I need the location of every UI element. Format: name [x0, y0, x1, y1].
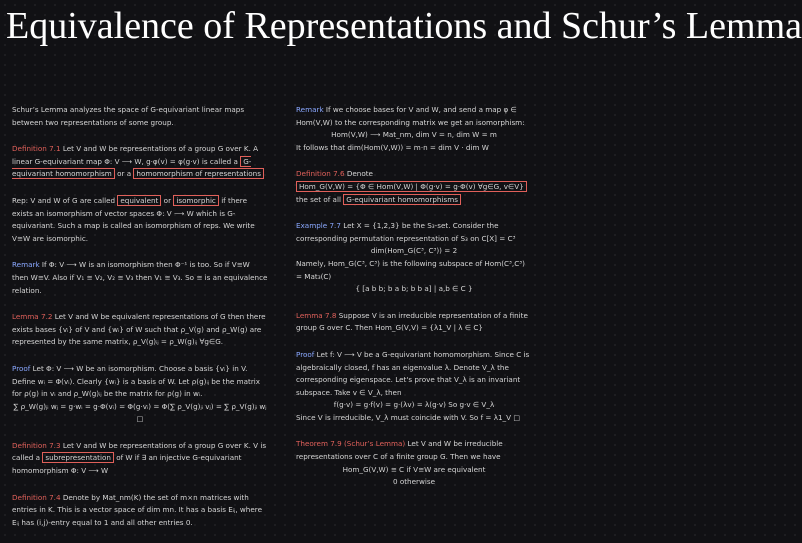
- example-equation: dim(Hom_G(C³, C³)) = 2: [370, 246, 458, 256]
- example-matrix: { [a b b; b a b; b b a] | a,b ∈ C }: [355, 284, 473, 294]
- remark-label: Remark: [12, 260, 40, 270]
- proof-label: Proof: [12, 363, 31, 373]
- theorem-label: Theorem 7.9: [296, 439, 342, 449]
- proof-equation: ∑ ρ_W(g)ⱼᵢ wⱼ = g·wᵢ = g·Φ(vᵢ) = Φ(g·vᵢ) = Φ(∑ ρ_V(g)ⱼᵢ vⱼ) = ∑ ρ_V(g)ⱼᵢ wⱼ □: [13, 401, 267, 424]
- proposition-text: if there exists an isomorphism of vector spaces Φ: V ⟶ W which is G-equivariant. Such a map is called an isomorphism of reps. We write V≅W are isomorphic.: [12, 195, 255, 243]
- intro-paragraph: Schur’s Lemma analyzes the space of G-equivariant linear maps between two representations of some group.: [12, 105, 245, 127]
- definition-text: Let V and W be representations of a group G over K. V is called a: [12, 440, 267, 463]
- right-column: [296, 104, 532, 503]
- connector-text: or: [163, 195, 172, 205]
- definition-label: Definition 7.6: [296, 169, 345, 179]
- example-7-7: [296, 220, 532, 296]
- theorem-text: Let V and W be irreducible representations over C of a finite group G. Then we have: [296, 439, 503, 462]
- example-label: Example 7.7: [296, 221, 341, 231]
- theorem-case-1: Hom_G(V,W) ≅ C if V≅W are equivalent: [342, 464, 486, 474]
- proof-text: Let f: V ⟶ V be a G-equivariant homomorphism. Since C is algebraically closed, f has an eigenvalue λ. Denote V_λ the corresponding eigenspace. Let's prove that V_λ is an invariant subspace. Take v ∈ V_λ, then: [296, 349, 530, 397]
- lemma-7-2: [12, 311, 268, 349]
- boxed-term: G-equivariant homomorphisms: [343, 194, 461, 205]
- definition-7-3: [12, 440, 268, 478]
- proof: [296, 349, 532, 425]
- remark-label: Remark: [296, 105, 324, 114]
- lemma-text: Suppose V is an irreducible representation of a finite group G over C. Then Hom_G(V,V) = {λ1_V | λ ∈ C}: [296, 310, 528, 333]
- lemma-label: Lemma 7.8: [296, 310, 337, 320]
- lemma-7-8: [296, 310, 532, 335]
- boxed-term: equivalent: [117, 195, 161, 206]
- boxed-term: subrepresentation: [42, 452, 114, 463]
- definition-label: Definition 7.3: [12, 440, 61, 450]
- remark-text: If Φ: V ⟶ W is an isomorphism then Φ⁻¹ is too. So if V≅W then W≅V. Also if V₁ ≅ V₂, V₂ ≅ V₃ then V₁ ≅ V₃. So ≅ is an equivalence relation.: [12, 260, 268, 295]
- connector-text: or a: [117, 169, 132, 179]
- equivalence-proposition: [12, 195, 268, 245]
- remark-followup: It follows that dim(Hom(V,W)) = m·n = dim V · dim W: [296, 142, 489, 152]
- lemma-text: Let V and W be equivalent representations of G then there exists bases {vᵢ} of V and {wᵢ} of W such that ρ_V(g) and ρ_W(g) are represented by the same matrix, ρ_V(g)ᵢⱼ = ρ_W(g)ᵢⱼ ∀g∈G.: [12, 312, 266, 347]
- remark: [296, 104, 532, 154]
- lemma-label: Lemma 7.2: [12, 312, 53, 322]
- definition-7-6: [296, 168, 532, 206]
- page-title: Equivalence of Representations and Schur’s Lemma: [6, 5, 802, 47]
- definition-text: Denote by Mat_nm(K) the set of m×n matrices with entries in K. This is a vector space of dim mn. It has a basis Eᵢⱼ, where Eᵢⱼ has (i,j)-entry equal to 1 and all other entries 0.: [12, 492, 263, 527]
- definition-text: of W if ∃ an injective G-equivariant homomorphism Φ: V ⟶ W: [12, 453, 242, 476]
- boxed-term: isomorphic: [173, 195, 219, 206]
- example-text: Let X = {1,2,3} be the S₃-set. Consider the corresponding permutation representation of S₃ on C[X] = C³: [296, 221, 516, 243]
- theorem-name: (Schur’s Lemma): [344, 439, 406, 449]
- proposition-text: Rep: V and W of G are called: [12, 195, 116, 205]
- definition-text: Let V and W be representations of a group G over K. A linear G-equivariant map Φ: V ⟶ W, g·φ(v) = φ(g·v) is called a: [12, 144, 259, 166]
- remark-equation: Hom(V,W) ⟶ Mat_nm, dim V = n, dim W = m: [331, 130, 497, 140]
- boxed-term: G-equivariant homomorphism: [12, 156, 252, 179]
- definition-text: Denote: [346, 169, 373, 179]
- proof-equation: f(g·v) = g·f(v) = g·(λv) = λ(g·v) So g·v ∈ V_λ: [333, 400, 495, 410]
- proof-label: Proof: [296, 349, 315, 359]
- example-text-2: Namely, Hom_G(C³, C³) is the following subspace of Hom(C³,C³) = Mat₃(C): [296, 258, 525, 281]
- theorem-7-9: [296, 438, 532, 488]
- proof-text: Let Φ: V ⟶ W be an isomorphism. Choose a basis {vᵢ} in V. Define wᵢ = Φ(vᵢ). Clearly {wᵢ} is a basis of W. Let ρ(g)ᵢⱼ be the matrix for ρ(g) in vᵢ and ρ_W(g)ᵢⱼ be the matrix for ρ(g) in wᵢ.: [12, 363, 261, 399]
- proof: [12, 363, 268, 426]
- boxed-term: Hom_G(V,W) = {Φ ∈ Hom(V,W) | Φ(g·v) = g·Φ(v) ∀g∈G, v∈V}: [296, 181, 527, 192]
- definition-label: Definition 7.1: [12, 144, 61, 154]
- definition-7-1: [12, 143, 268, 181]
- definition-label: Definition 7.4: [12, 492, 61, 502]
- definition-text: the set of all: [296, 194, 341, 204]
- left-column: [12, 104, 268, 543]
- boxed-term: homomorphism of representations: [133, 168, 264, 179]
- proof-conclusion: Since V is irreducible, V_λ must coincide with V. So f = λ1_V □: [296, 412, 521, 422]
- theorem-case-2: 0 otherwise: [392, 477, 436, 487]
- definition-7-4: [12, 492, 268, 530]
- remark-text: If we choose bases for V and W, and send a map φ ∈ Hom(V,W) to the corresponding matrix we get an isomorphism:: [296, 105, 525, 127]
- remark: [12, 259, 268, 297]
